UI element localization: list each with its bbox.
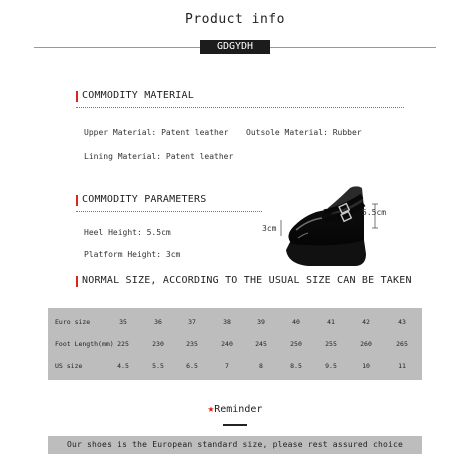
size-row-foot-length	[48, 332, 422, 356]
size-notice-bar	[76, 276, 78, 287]
platform-height: Platform Height: 3cm	[84, 250, 181, 259]
size-cell: 9.5	[325, 362, 337, 370]
upper-material: Upper Material: Patent leather	[84, 128, 229, 137]
size-cell: 240	[221, 340, 233, 348]
size-cell: 38	[223, 318, 231, 326]
reminder-label: Reminder	[214, 404, 263, 415]
reminder-notice-text: Our shoes is the European standard size, please rest assured choice	[66, 440, 404, 449]
material-divider	[76, 107, 404, 108]
size-cell: 260	[360, 340, 372, 348]
size-cell: 43	[398, 318, 406, 326]
parameters-heading: COMMODITY PARAMETERS	[82, 194, 207, 205]
size-cell: 255	[325, 340, 337, 348]
size-cell: 6.5	[186, 362, 198, 370]
row-label: US size	[55, 362, 83, 370]
size-row-us	[48, 354, 422, 378]
size-cell: 10	[362, 362, 370, 370]
size-cell: 36	[154, 318, 162, 326]
row-label: Foot Length(mm)	[55, 340, 114, 348]
brand-badge: GDGYDH	[200, 40, 270, 54]
size-cell: 5.5	[152, 362, 164, 370]
size-cell: 41	[327, 318, 335, 326]
row-label: Euro size	[55, 318, 91, 326]
size-cell: 39	[257, 318, 265, 326]
shoe-image	[278, 178, 388, 270]
parameters-divider	[76, 211, 262, 212]
size-cell: 265	[396, 340, 408, 348]
material-heading: COMMODITY MATERIAL	[82, 90, 194, 101]
lining-material: Lining Material: Patent leather	[84, 152, 234, 161]
size-table	[48, 308, 422, 380]
size-cell: 250	[290, 340, 302, 348]
size-cell: 42	[362, 318, 370, 326]
size-notice: NORMAL SIZE, ACCORDING TO THE USUAL SIZE CAN BE TAKEN	[82, 275, 412, 286]
parameters-heading-bar	[76, 195, 78, 206]
size-cell: 7	[225, 362, 229, 370]
size-cell: 230	[152, 340, 164, 348]
size-cell: 35	[119, 318, 127, 326]
heel-height: Heel Height: 5.5cm	[84, 228, 171, 237]
size-cell: 11	[398, 362, 406, 370]
star-icon: ★	[207, 402, 215, 415]
platform-dimension-label: 3cm	[262, 224, 277, 233]
size-cell: 235	[186, 340, 198, 348]
heel-dimension-label: 5.5cm	[362, 208, 387, 217]
size-cell: 225	[117, 340, 129, 348]
size-cell: 245	[255, 340, 267, 348]
size-cell: 8.5	[290, 362, 302, 370]
reminder-underline	[223, 424, 247, 426]
material-heading-bar	[76, 91, 78, 102]
page-title: Product info	[185, 12, 285, 27]
size-cell: 4.5	[117, 362, 129, 370]
reminder-heading	[0, 402, 470, 415]
size-cell: 37	[188, 318, 196, 326]
outsole-material: Outsole Material: Rubber	[246, 128, 362, 137]
size-cell: 8	[259, 362, 263, 370]
size-row-euro	[48, 310, 422, 334]
size-cell: 40	[292, 318, 300, 326]
